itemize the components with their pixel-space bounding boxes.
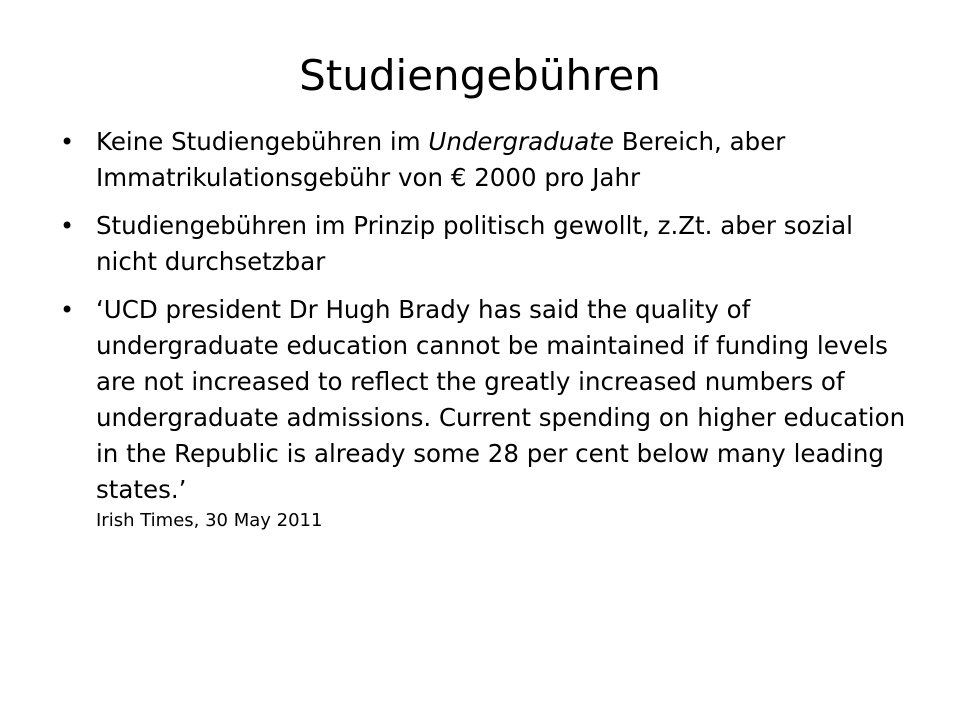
bullet-text: Studiengebühren im Prinzip politisch gewollt, z.Zt. aber sozial nicht durchsetzbar (96, 211, 853, 276)
bullet-icon: • (60, 296, 75, 324)
bullet-icon: • (60, 128, 75, 156)
bullet-item-tuition (58, 124, 908, 196)
slide-title: Studiengebühren (299, 51, 661, 100)
bullet-item-policy (58, 208, 908, 280)
bullet-text (96, 124, 908, 196)
quote-source: Irish Times, 30 May 2011 (96, 510, 323, 531)
quote-text: ‘UCD president Dr Hugh Brady has said the quality of undergraduate education cannot be maintained if funding levels are not increased to reflect the greatly increased numbers of undergraduate admissions. Current spending on higher education in the Republic is already some 28 per cent below many leading states.’ (96, 295, 906, 504)
bullet-item-quote (58, 292, 908, 534)
bullet-icon: • (60, 212, 75, 240)
bullet-text-end: Bereich, aber Immatrikulationsgebühr von € 2000 pro Jahr (96, 127, 786, 192)
bullet-list (58, 124, 908, 534)
bullet-text-start: Keine Studiengebühren im (96, 127, 429, 156)
bullet-text-italic: Undergraduate (428, 127, 614, 156)
